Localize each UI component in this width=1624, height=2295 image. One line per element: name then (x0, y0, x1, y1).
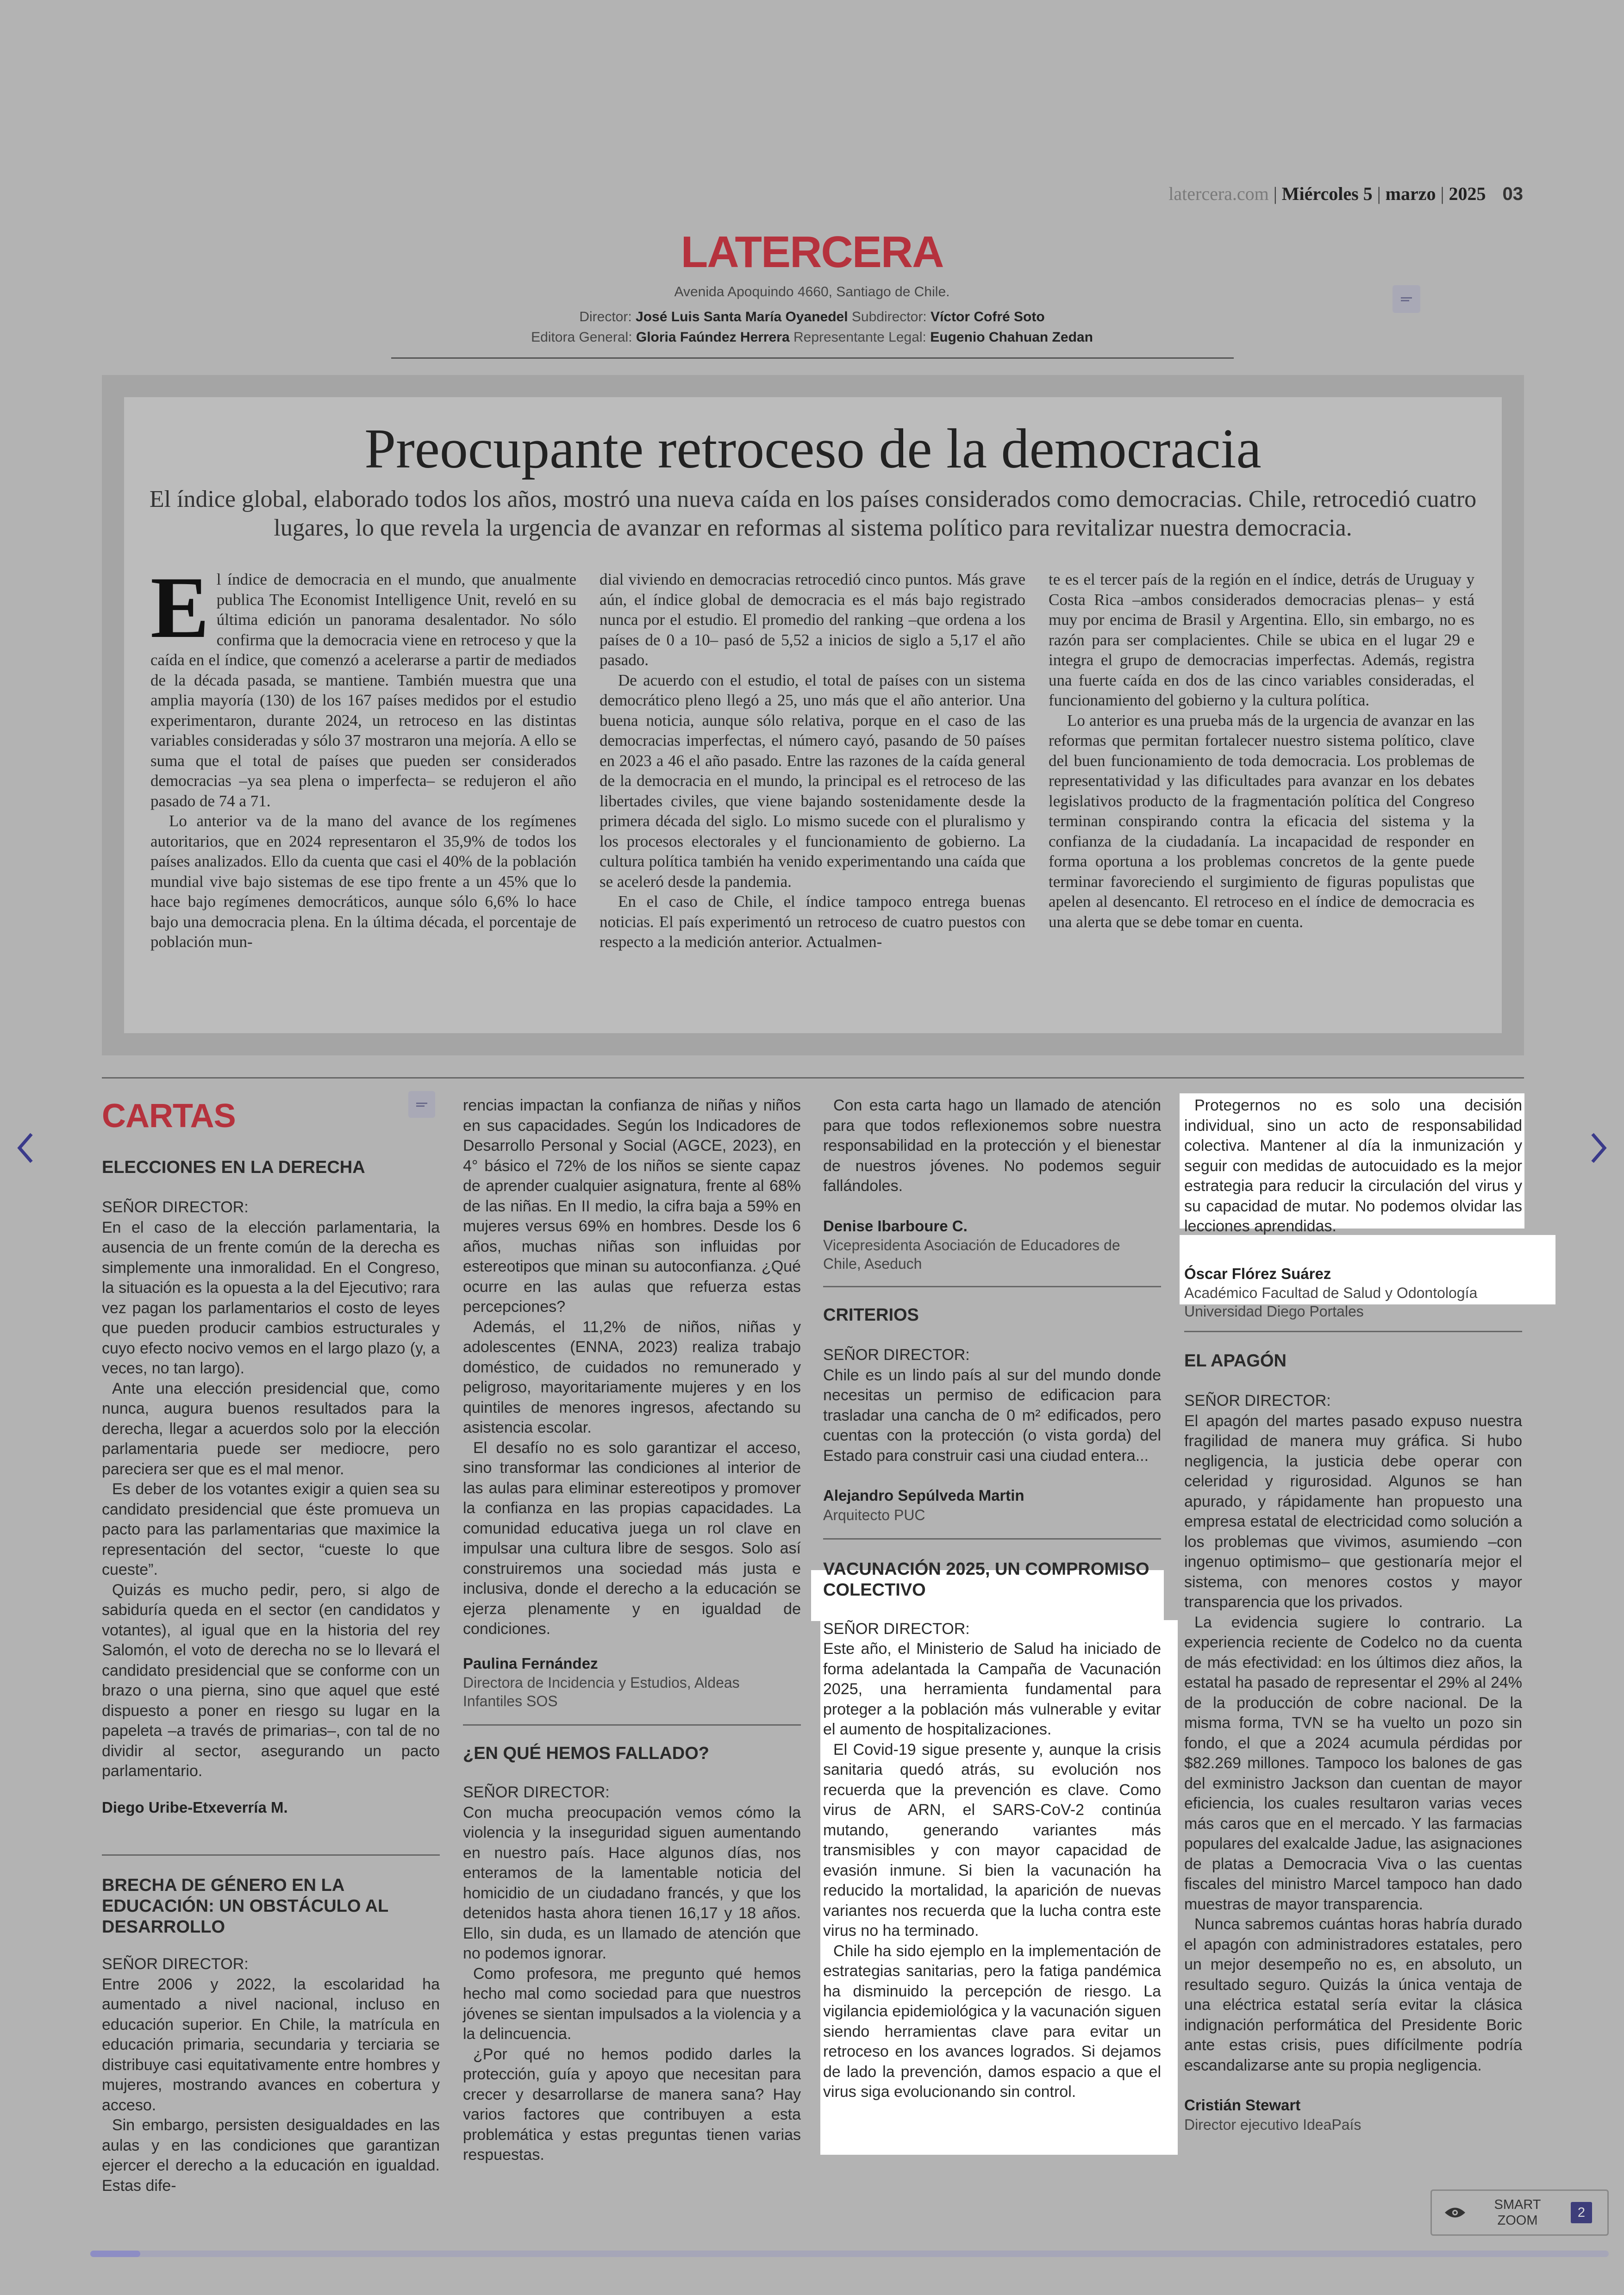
director-name: José Luis Santa María Oyanedel (636, 309, 848, 324)
editorial-paragraph: De acuerdo con el estudio, el total de países con un sistema democrático pleno llegó a 25, uno más que el año anterior. Una buena noticia, aunque sólo relativa, porque en el caso de las democracias imperfectas, el número cayó, pasando de 50 países en 2023 a 46 el año pasado. Entre las razones de la caída general de la democracia en el mundo, la principal es el retroceso de las libertades civiles, que viene bajando sostenidamente desde la primera década del siglo. Lo mismo sucede con el pluralismo y los procesos electorales y el funcionamiento de gobierno. La cultura política también ha venido experimentando una caída que se aceleró desde la pandemia. (600, 671, 1025, 891)
letter-title: ELECCIONES EN LA DERECHA (102, 1158, 365, 1177)
letter-paragraph: El Covid-19 sigue presente y, aunque la crisis sanitaria quedó atrás, su evolución nos recuerda que la prevención es clave. Como virus de ARN, el SARS-CoV-2 continúa mutando, generando variantes más transmisibles y con mayor capacidad de evasión inmune. Si bien la vacunación ha reducido la mortalidad, la aparición de nuevas variantes nos recuerda que la lucha contra este virus no ha terminado. (823, 1740, 1161, 1940)
section-divider (102, 1077, 1524, 1079)
editorial-subtitle: El índice global, elaborado todos los años, mostró una nueva caída en los países considerados como democracias. Chile, retrocedió cuatro lugares, lo que revela la urgencia de avanzar en reformas al sistema político para revitalizar nuestra democracia. (149, 486, 1477, 541)
editorial-title: Preocupante retroceso de la democracia (364, 418, 1262, 480)
letter-signature: Denise Ibarboure C. (823, 1217, 968, 1235)
letter-paragraph: Con esta carta hago un llamado de atención para que todos reflexionemos sobre nuestra responsabilidad en la protección y el bienestar de nuestros jóvenes. No podemos seguir fallándoles. (823, 1097, 1161, 1195)
letter-salutation: SEÑOR DIRECTOR: (102, 1198, 249, 1216)
letter-paragraph: En el caso de la elección parlamentaria, la ausencia de un frente común de la derecha es simplemente una inmoralidad. En el Congreso, la situación es la opuesta a la del Ejecutivo; rara vez pagan los parlamentarios el costo de leyes que pueden producir cambios estructurales y cuyo efecto nocivo vemos en el largo plazo (y, a veces, no tan largo). (102, 1218, 440, 1377)
note-icon[interactable] (408, 1091, 435, 1118)
site-url: latercera.com (1168, 183, 1269, 204)
next-page-button[interactable] (1582, 1125, 1615, 1171)
editorial-column-3 (1049, 569, 1474, 932)
chevron-right-icon (1587, 1129, 1610, 1166)
dateline: latercera.com | Miércoles 5 | marzo | 2025 03 (1168, 183, 1523, 204)
letter-signature: Óscar Flórez Suárez (1184, 1265, 1331, 1282)
letter-affiliation: Director ejecutivo IdeaPaís (1184, 2116, 1362, 2133)
editorial-paragraph: te es el tercer país de la región en el índice, detrás de Uruguay y Costa Rica –ambos considerados democracias plenas– y está muy por encima de Brasil y Argentina. Ello, sin embargo, no es razón para ser complacientes. Chile se ubica en el lugar 29 e integra el grupo de democracias imperfectas. Además, registra una fuerte caída en dos de las cinco variables consideradas, el funcionamiento del gobierno y la cultura política. (1049, 570, 1474, 709)
letters-column-1 (102, 1157, 440, 2196)
smart-zoom-button[interactable] (1430, 2189, 1609, 2236)
masthead-directors: Director: José Luis Santa María Oyanedel Subdirector: Víctor Cofré Soto (579, 309, 1045, 324)
editorial-column-2 (600, 569, 1025, 952)
letter-paragraph: Nunca sabremos cuántas horas habría durado el apagón con administradores estatales, pero un mejor desempeño no es, en absoluto, un resultado seguro. Quizás la única ventaja de una eléctrica estatal sería evitar la clásica indignación performática del Presidente Boric ante estas crisis, pues difícilmente podría escandalizarse ante su propia negligencia. (1184, 1915, 1522, 2074)
letter-affiliation: Académico Facultad de Salud y Odontología Universidad Diego Portales (1184, 1285, 1478, 1320)
letter-title: EL APAGÓN (1184, 1351, 1287, 1371)
editorial-paragraph: En el caso de Chile, el índice tampoco entrega buenas noticias. El país experimentó un retroceso de cuatro puestos con respecto a la medición anterior. Actualmen- (600, 892, 1025, 951)
letter-paragraph: Chile es un lindo país al sur del mundo donde necesitas un permiso de edificacion para trasladar una cancha de 0 m² edificados, pero cuentas con la protección (o vista gorda) del Estado para construir casi una ciudad entera... (823, 1366, 1161, 1465)
letter-divider (1184, 1331, 1522, 1332)
letter-paragraph: Entre 2006 y 2022, la escolaridad ha aumentado a nivel nacional, incluso en educación superior. En Chile, la matrícula en educación primaria, secundaria y terciaria se distribuye casi equitativamente entre hombres y mujeres, mostrando avances en cobertura y acceso. (102, 1975, 440, 2114)
weekday: Miércoles 5 (1281, 183, 1373, 204)
year: 2025 (1449, 183, 1486, 204)
page-progress-fill (90, 2251, 140, 2257)
letters-column-3 (823, 1096, 1161, 2102)
page-number: 03 (1502, 184, 1523, 204)
smart-zoom-label: SMART ZOOM (1494, 2197, 1541, 2228)
letters-column-2 (463, 1096, 801, 2165)
letter-affiliation: Arquitecto PUC (823, 1506, 925, 1523)
letter-salutation: SEÑOR DIRECTOR: (1184, 1392, 1331, 1409)
smart-zoom-count-badge: 2 (1571, 2202, 1592, 2223)
subdirector-name: Víctor Cofré Soto (930, 309, 1045, 324)
drop-cap: E (150, 559, 209, 656)
letter-title: VACUNACIÓN 2025, UN COMPROMISO COLECTIVO (823, 1559, 1149, 1600)
letter-paragraph: Sin embargo, persisten desigualdades en las aulas y en las condiciones que garantizan ejercer el derecho a la educación en igualdad. Estas dife- (102, 2116, 440, 2195)
letter-salutation: SEÑOR DIRECTOR: (823, 1620, 970, 1638)
letter-divider (823, 1286, 1161, 1287)
editorial-paragraph: dial viviendo en democracias retrocedió cinco puntos. Más grave aún, el índice global de democracia es el más bajo registrado nunca por el estudio. El promedio del ranking –que ordena a los países de 0 a 10– pasó de 5,52 a inicios de siglo a 5,17 el año pasado. (600, 570, 1025, 669)
letters-column-4 (1184, 1096, 1522, 2134)
letter-paragraph: Protegernos no es solo una decisión individual, sino un acto de responsabilidad colectiva. Mantener al día la inmunización y seguir con medidas de autocuidado es la mejor estrategia para reducir la circulación del virus y su capacidad de mutar. No podemos olvidar las lecciones aprendidas. (1184, 1097, 1522, 1235)
page-progress-track[interactable] (90, 2251, 1609, 2257)
letter-paragraph: Quizás es mucho pedir, pero, si algo de sabiduría queda en el sector (en candidatos y votantes), al igual que en la historia del rey Salomón, el voto de derecha no se lo llevará el candidato presidencial que se conforme con un brazo o una pierna, sino que aquel que esté dispuesto a poner en riesgo su lugar en la papeleta –a través de primarias–, con tal de no dividir al sector, asegurando un pacto parlamentario. (102, 1581, 440, 1780)
letter-affiliation: Vicepresidenta Asociación de Educadores de Chile, Aseduch (823, 1237, 1120, 1272)
letter-affiliation: Directora de Incidencia y Estudios, Aldeas Infantiles SOS (463, 1674, 740, 1709)
letter-paragraph: Chile ha sido ejemplo en la implementación de estrategias sanitarias, pero la fatiga pandémica ha disminuido la percepción de riesgo. La vigilancia epidemiológica y la vacunación siguen siendo herramientas clave para evitar un retroceso en los avances logrados. Si dejamos de lado la prevención, damos espacio a que el virus siga evolucionando sin control. (823, 1942, 1161, 2101)
letter-signature: Diego Uribe-Etxeverría M. (102, 1798, 288, 1816)
editorial-column-1 (150, 559, 576, 952)
editorial-paragraph: Lo anterior va de la mano del avance de los regímenes autoritarios, que en 2024 representaron el 35,9% de todos los países analizados. Ello da cuenta que casi el 40% de la población mundial vive bajo sistemas de ese tipo frente a un 45% que lo hace bajo regímenes democráticos, aunque sólo 6,6% lo hace bajo una democracia plena. En la última década, el porcentaje de población mun- (150, 812, 576, 951)
letter-paragraph: Con mucha preocupación vemos cómo la violencia y la inseguridad siguen aumentando en nuestro país. Hace algunos días, nos enteramos de la lamentable noticia del homicidio de un ciudadano francés, y que los detenidos hasta ahora tienen 16,17 y 18 años. Ello, sin duda, es un llamado de atención que no podemos ignorar. (463, 1803, 801, 1962)
letter-paragraph: Es deber de los votantes exigir a quien sea su candidato presidencial que éste promueva un pacto para las parlamentarias que maximice la representación del sector, “cueste lo que cueste”. (102, 1480, 440, 1578)
letter-signature: Cristián Stewart (1184, 2096, 1301, 2114)
letter-paragraph: Ante una elección presidencial que, como nunca, augura buenos resultados para la derecha, llegar a acuerdos solo por la elección parlamentaria puede ser mediocre, pero pareciera ser que es el mal menor. (102, 1379, 440, 1478)
note-icon[interactable] (1393, 285, 1420, 313)
letter-divider (823, 1538, 1161, 1540)
letter-paragraph: El apagón del martes pasado expuso nuestra fragilidad de manera muy gráfica. Si hubo negligencia, la justicia debe operar con celeridad y rigurosidad. Algunos se han apurado, y rápidamente han propuesto una empresa estatal de electricidad como solución a los problemas que vivimos, asumiendo –con ingenuo optimismo– que gestionaría mejor el sistema, con menores costos y mayor transparencia que los privados. (1184, 1412, 1522, 1611)
eye-icon (1441, 2203, 1469, 2222)
letter-paragraph: ¿Por qué no hemos podido darles la protección, guía y apoyo que necesitan para crecer y desarrollarse de manera sana? Hay varios factores que contribuyen a esta problemática y estas preguntas tienen varias respuestas. (463, 2045, 801, 2164)
letter-paragraph: Este año, el Ministerio de Salud ha iniciado de forma adelantada la Campaña de Vacunación 2025, una herramienta fundamental para proteger a la población más vulnerable y evitar el aumento de hospitalizaciones. (823, 1640, 1161, 1738)
letter-paragraph: Como profesora, me pregunto qué hemos hecho mal como sociedad para que nuestros jóvenes se sientan impulsados a la violencia y a la delincuencia. (463, 1964, 801, 2043)
representante-name: Eugenio Chahuan Zedan (930, 330, 1093, 345)
editora-name: Gloria Faúndez Herrera (636, 330, 790, 345)
masthead-address: Avenida Apoquindo 4660, Santiago de Chile. (674, 284, 950, 299)
letter-title: ¿EN QUÉ HEMOS FALLADO? (463, 1744, 709, 1763)
letter-salutation: SEÑOR DIRECTOR: (823, 1346, 970, 1364)
month: marzo (1385, 183, 1436, 204)
letter-salutation: SEÑOR DIRECTOR: (463, 1784, 610, 1801)
letter-signature: Alejandro Sepúlveda Martin (823, 1487, 1024, 1504)
cartas-section-title: CARTAS (102, 1098, 236, 1135)
newspaper-logo: LATERCERA (681, 227, 943, 277)
letter-paragraph: La evidencia sugiere lo contrario. La experiencia reciente de Codelco no da cuenta de más efectividad: en los últimos diez años, la estatal ha pasado de representar el 29% al 24% de la producción de cobre nacional. De la misma forma, TVN se ha vuelto un pozo sin fondo, el que a 2024 acumula pérdidas por $82.269 millones. Tampoco los balones de gas del exministro Jackson dan cuentan de mayor eficiencia, los cuales resultaron varias veces más caros que en el mercado. Y las farmacias populares del exalcalde Jadue, las asignaciones de platas a Democracia Viva o las cuentas fiscales del ministro Marcel tampoco han dado muestras de mayor transparencia. (1184, 1613, 1522, 1913)
chevron-left-icon (14, 1129, 37, 1166)
letter-salutation: SEÑOR DIRECTOR: (102, 1955, 249, 1973)
previous-page-button[interactable] (9, 1125, 42, 1171)
letter-divider (102, 1854, 440, 1856)
letter-signature: Paulina Fernández (463, 1654, 598, 1672)
editorial-paragraph: El índice de democracia en el mundo, que anualmente publica The Economist Intelligence Unit, reveló en su última edición un panorama desalentador. No sólo confirma que la democracia viene en retroceso y que la caída en el índice, que comenzó a acelerarse a partir de mediados de la década pasada, se mantiene. También muestra que una amplia mayoría (130) de los 167 países medidos por el estudio experimentaron, durante 2024, un retroceso en las distintas variables consideradas y sólo 37 mostraron una mejoría. A ello se suma que el total de países que pueden ser considerados democracias –ya sea plena o imperfecta– se redujeron el año pasado de 74 a 71. (150, 559, 576, 810)
masthead-editors: Editora General: Gloria Faúndez Herrera Representante Legal: Eugenio Chahuan Zedan (531, 330, 1093, 345)
letter-title: CRITERIOS (823, 1305, 919, 1325)
editorial-paragraph: Lo anterior es una prueba más de la urgencia de avanzar en las reformas que permitan fortalecer nuestro sistema político, clave del buen funcionamiento de toda democracia. Los problemas de representatividad y las dificultades para avanzar en los debates legislativos producto de la fragmentación política del Congreso terminan conspirando contra la eficacia del sistema y la confianza de la ciudadanía. La incapacidad de responder en forma oportuna a los problemas concretos de la gente puede terminar favoreciendo el surgimiento de figuras populistas que apelen al desencanto. El retroceso en el índice de democracia es una alerta que se debe tomar en cuenta. (1049, 711, 1474, 931)
masthead-divider (391, 357, 1234, 359)
letter-divider (463, 1724, 801, 1726)
letter-title: BRECHA DE GÉNERO EN LA EDUCACIÓN: UN OBSTÁCULO AL DESARROLLO (102, 1876, 388, 1937)
letter-paragraph: Además, el 11,2% de niños, niñas y adolescentes (ENNA, 2023) realiza trabajo doméstico, de cuidados no remunerado y peligroso, mayoritariamente mujeres y en los quintiles de menores ingresos, afectando su asistencia escolar. (463, 1318, 801, 1436)
letter-paragraph: rencias impactan la confianza de niñas y niños en sus capacidades. Según los Indicadores de Desarrollo Personal y Social (AGCE, 2023), en 4° básico el 72% de los niños se siente capaz de aprender cualquier asignatura, frente al 68% de las niñas. En II medio, la cifra baja a 59% en mujeres versus 69% en hombres. Desde los 6 años, muchas niñas son influidas por estereotipos que minan su autoconfianza. ¿Qué ocurre en las aulas que refuerza estas percepciones? (463, 1097, 801, 1316)
letter-paragraph: El desafío no es solo garantizar el acceso, sino transformar las condiciones al interior de las aulas para eliminar estereotipos y promover la confianza en las propias capacidades. La comunidad educativa juega un rol clave en impulsar una cultura libre de sesgos. Solo así construiremos una sociedad más justa e inclusiva, donde el derecho a la educación se ejerza plenamente y en igualdad de condiciones. (463, 1439, 801, 1638)
